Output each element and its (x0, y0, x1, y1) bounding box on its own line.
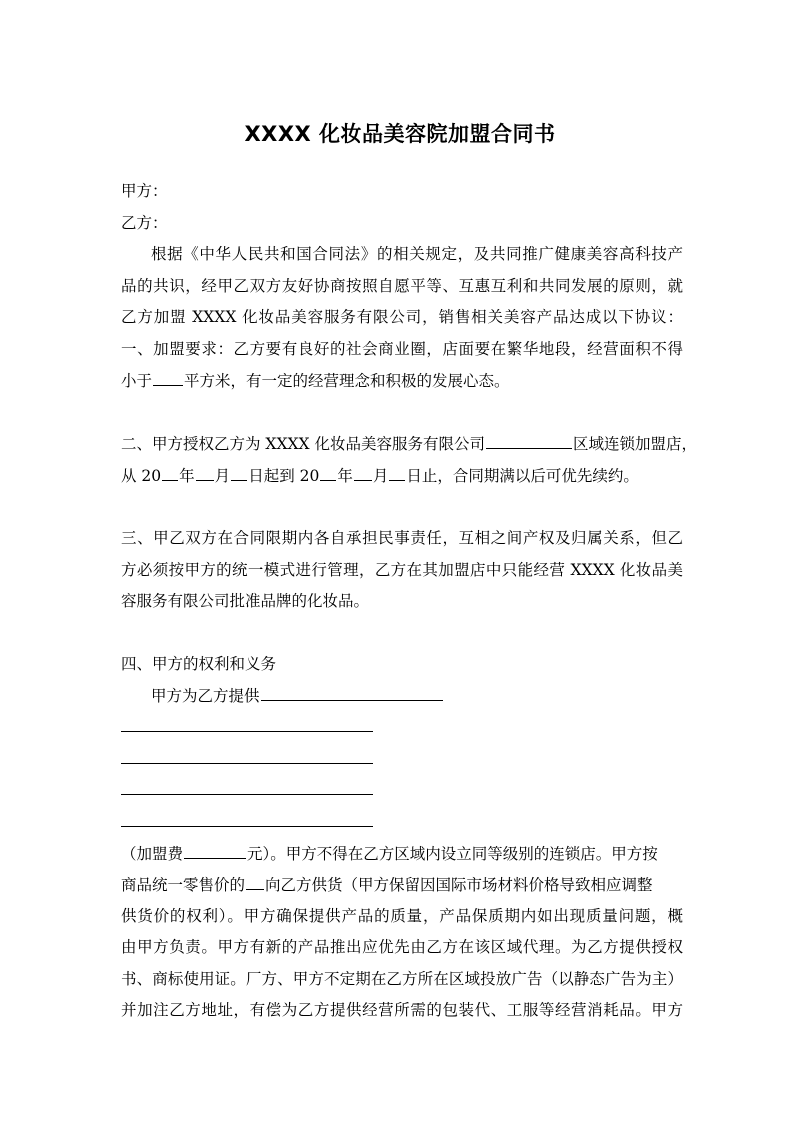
provide-blank (261, 685, 443, 701)
retail-text-b: 向乙方供货（甲方保留因国际市场材料价格导致相应调整 (265, 876, 653, 894)
start-month-blank (196, 465, 214, 481)
clause1-text-b: 平方米，有一定的经营理念和积极的发展心态。 (184, 372, 510, 390)
discount-blank (246, 874, 264, 890)
retail-text-a: 商品统一零售价的 (121, 876, 246, 894)
end-day-blank (389, 465, 405, 481)
date-month2-label: 月 (372, 467, 389, 485)
fill-line-3 (121, 794, 373, 795)
date-end-text: 日止，合同期满以后可优先续约。 (406, 467, 639, 485)
date-from-prefix: 从 20 (121, 467, 162, 485)
date-year-label: 年 (179, 467, 195, 485)
party-a-label: 甲方： (121, 182, 168, 200)
date-day-to: 日起到 20 (248, 467, 320, 485)
clause2-line-2 (121, 465, 639, 486)
clause4-line-4: 由甲方负责。甲方有新的产品推出应优先由乙方在该区域代理。为乙方提供授权 (121, 938, 683, 956)
party-b-label: 乙方： (121, 214, 168, 232)
end-month-blank (354, 465, 372, 481)
date-year2-label: 年 (337, 467, 353, 485)
intro-line-3: 乙方加盟 XXXX 化妆品美容服务有限公司，销售相关美容产品达成以下协议： (121, 308, 683, 326)
clause1-line-2 (121, 370, 510, 391)
clause3-line-3: 容服务有限公司批准品牌的化妆品。 (121, 592, 370, 610)
clause3-line-1: 三、甲乙双方在合同限期内各自承担民事责任，互相之间产权及归属关系，但乙 (121, 529, 683, 547)
intro-line-1: 根据《中华人民共和国合同法》的相关规定，及共同推广健康美容高科技产 (151, 245, 683, 263)
clause1-line-1: 一、加盟要求：乙方要有良好的社会商业圈，店面要在繁华地段，经营面积不得 (121, 340, 683, 358)
fill-line-4 (121, 826, 373, 827)
clause4-line-2 (121, 874, 683, 895)
start-day-blank (231, 465, 247, 481)
fee-close-text: 元）。甲方不得在乙方区域内设立同等级别的连锁店。甲方按 (247, 845, 658, 863)
clause4-provide-line (151, 685, 444, 706)
clause3-line-2: 方必须按甲方的统一模式进行管理，乙方在其加盟店中只能经营 XXXX 化妆品美 (121, 561, 683, 579)
fee-blank (184, 843, 246, 859)
clause2-text-b: 区域连锁加盟店， (573, 435, 698, 453)
end-year-blank (320, 465, 336, 481)
fill-line-2 (121, 763, 373, 764)
clause1-text-a: 小于 (121, 372, 153, 390)
region-blank (486, 433, 572, 449)
fill-line-1 (121, 731, 373, 732)
intro-line-2: 品的共识，经甲乙双方友好协商按照自愿平等、互惠互利和共同发展的原则，就 (121, 277, 683, 295)
clause2-line-1 (121, 433, 697, 454)
start-year-blank (162, 465, 178, 481)
clause4-heading: 四、甲方的权利和义务 (121, 655, 277, 673)
document-title: XXXX 化妆品美容院加盟合同书 (244, 122, 556, 146)
fee-open-text: （加盟费 (121, 845, 184, 863)
provide-text: 甲方为乙方提供 (151, 687, 260, 705)
clause4-line-6: 并加注乙方地址，有偿为乙方提供经营所需的包装代、工服等经营消耗品。甲方 (121, 1001, 683, 1019)
clause4-line-5: 书、商标使用证。厂方、甲方不定期在乙方所在区域投放广告（以静态广告为主） (121, 970, 683, 988)
clause2-text-a: 二、甲方授权乙方为 XXXX 化妆品美容服务有限公司 (121, 435, 485, 453)
clause4-line-3: 供货价的权利）。甲方确保提供产品的质量，产品保质期内如出现质量问题，概 (121, 907, 683, 925)
date-month-label: 月 (214, 467, 231, 485)
area-blank (153, 370, 183, 386)
clause4-fee-line (121, 843, 683, 864)
